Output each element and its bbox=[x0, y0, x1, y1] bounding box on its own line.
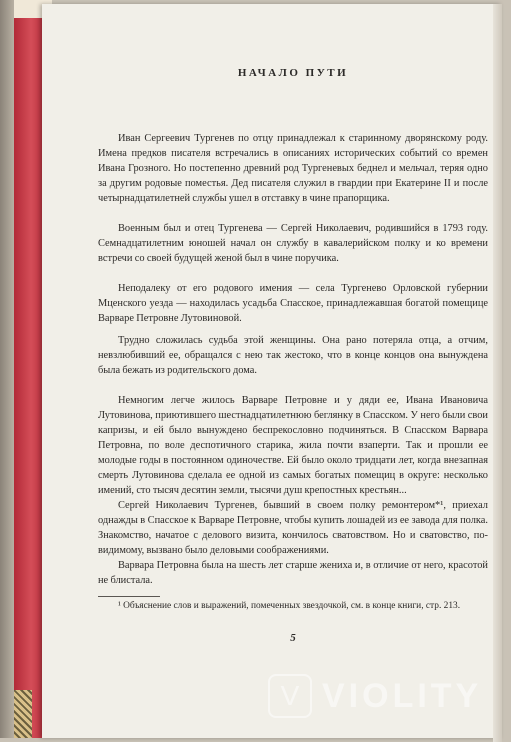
footnote: ¹ Объяснение слов и выражений, помеченных звездочкой, см. в конце книги, стр. 213. bbox=[118, 601, 461, 611]
paragraph-3: Неподалеку от его родового имения — села Тургенево Орловской губернии Мценского уезда — находилась усадьба Спасское, принадлежавшая богатой помещице Варваре Петровне Лутовиновой. bbox=[98, 283, 488, 324]
watermark bbox=[268, 670, 482, 722]
paragraph-5: Немногим легче жилось Варваре Петровне и у дяди ее, Ивана Ивановича Лутовинова, приютившего шестнадцатилетнюю беглянку в Спасском. У него были свои капризы, и ей было вынуждено беспрекословно подчиняться. В Спасском Варвара Петровна, по воле деспотичного старика, жила почти взаперти. Так и прошли ее молодые годы в постоянном одиночестве. Ей было около тридцати лет, когда внезапная смерть Лутовинова сделала ее одной из самых богатых помещиц в округе: несколько имений, сто тысяч десятин земли, тысячи душ крепостных крестьян... bbox=[98, 395, 488, 496]
paragraph-6: Сергей Николаевич Тургенев, бывший в своем полку ремонтером*¹, приехал однажды в Спасское к Варваре Петровне, чтобы купить лошадей из ее завода для полка. Знакомство, начатое с делового визита, кончилось сватовством. Но и сватовство, по-видимому, вызвано было деловыми соображениями. bbox=[98, 500, 488, 556]
chapter-title: НАЧАЛО ПУТИ bbox=[237, 67, 349, 79]
book-page bbox=[42, 4, 502, 738]
violity-logo-icon: V bbox=[268, 674, 312, 718]
footnote-rule bbox=[98, 596, 160, 597]
paragraph-4: Трудно сложилась судьба этой женщины. Она рано потеряла отца, а отчим, невзлюбивший ее, обращался с нею так жестоко, что в конце концов она вынуждена была бежать из родительского дома. bbox=[98, 335, 488, 376]
cloth-texture bbox=[14, 690, 32, 738]
watermark-text: VIOLITY bbox=[322, 676, 483, 715]
table-surface bbox=[0, 0, 14, 738]
paragraph-7: Варвара Петровна была на шесть лет старше жениха и, в отличие от него, красотой не блистала. bbox=[98, 560, 488, 586]
paragraph-1: Иван Сергеевич Тургенев по отцу принадлежал к старинному дворянскому роду. Имена предков писателя встречались в описаниях исторических событий со времен Ивана Грозного. Но постепенно древний род Тургеневых беднел и мельчал, теряя одно за другим родовые поместья. Дед писателя служил в гвардии при Екатерине II и после четырнадцатилетней службы ушел в отставку в чине прапорщика. bbox=[98, 133, 488, 204]
page-edge bbox=[493, 4, 502, 742]
page-number: 5 bbox=[290, 632, 296, 644]
paragraph-2: Военным был и отец Тургенева — Сергей Николаевич, родившийся в 1793 году. Семнадцатилетним юношей начал он службу в кавалерийском полку и ко времени встречи со своей будущей женой был в чине поручика. bbox=[98, 223, 488, 264]
